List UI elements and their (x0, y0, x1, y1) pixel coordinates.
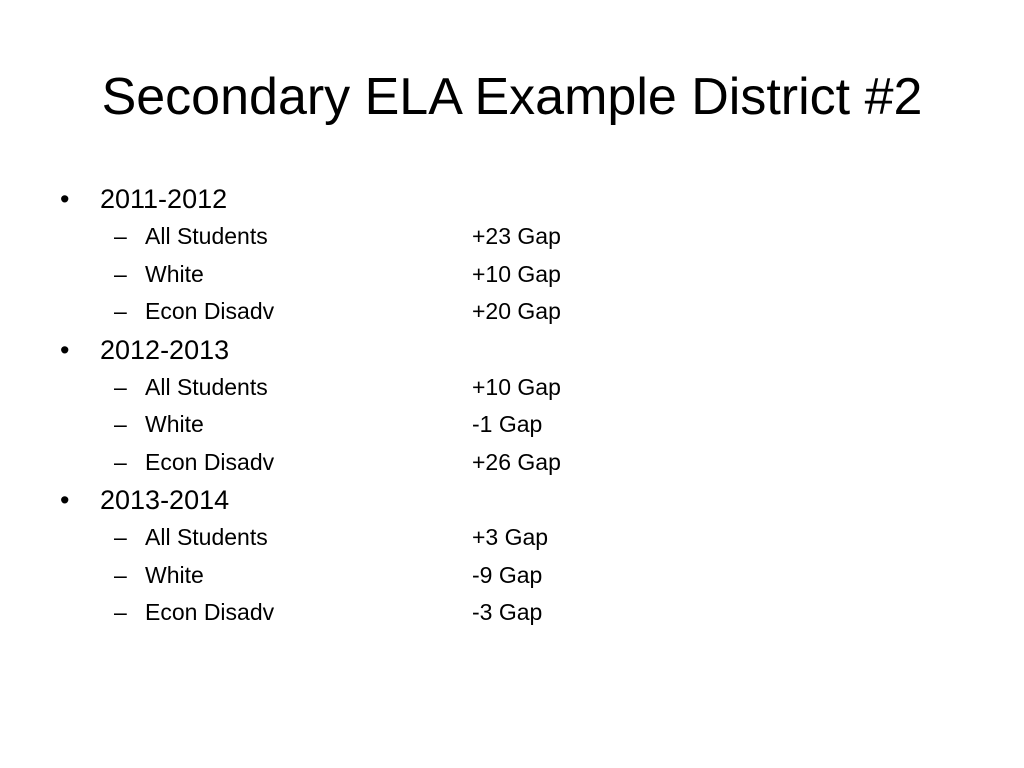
year-item (56, 180, 956, 218)
dash-icon: – (114, 260, 127, 287)
bullet-icon: • (60, 184, 70, 214)
year-label: 2013-2014 (100, 485, 230, 515)
group-label: Econ Disadv (145, 599, 275, 625)
sub-item (56, 406, 956, 444)
group-label: White (145, 561, 204, 588)
sub-item (56, 557, 956, 595)
slide-title: Secondary ELA Example District #2 (101, 68, 923, 126)
dash-icon: – (114, 524, 127, 550)
gap-value: -9 Gap (472, 561, 543, 588)
bullet-icon: • (60, 485, 70, 515)
gap-value: +20 Gap (472, 298, 561, 324)
group-label: White (145, 260, 204, 287)
bullet-list (56, 180, 956, 632)
gap-value: +3 Gap (472, 524, 549, 550)
group-label: Econ Disadv (145, 448, 275, 475)
group-label: All Students (145, 524, 268, 550)
sub-item (56, 594, 956, 632)
year-label: 2012-2013 (100, 334, 230, 365)
dash-icon: – (114, 561, 127, 588)
sub-item (56, 293, 956, 331)
sub-item (56, 444, 956, 482)
group-label: White (145, 411, 204, 437)
gap-value: -1 Gap (472, 411, 543, 437)
year-label: 2011-2012 (100, 184, 228, 214)
bullet-icon: • (60, 334, 70, 365)
sub-item (56, 218, 956, 256)
dash-icon: – (114, 411, 127, 437)
sub-item (56, 519, 956, 557)
sub-item (56, 256, 956, 294)
dash-icon: – (114, 448, 127, 475)
group-label: All Students (145, 223, 268, 249)
dash-icon: – (114, 373, 127, 400)
sub-item (56, 369, 956, 407)
dash-icon: – (114, 298, 127, 324)
year-item (56, 331, 956, 369)
dash-icon: – (114, 599, 127, 625)
gap-value: +10 Gap (472, 260, 561, 287)
gap-value: +23 Gap (472, 223, 561, 249)
gap-value: +10 Gap (472, 373, 561, 400)
gap-value: -3 Gap (472, 599, 543, 625)
dash-icon: – (114, 223, 127, 249)
group-label: All Students (145, 373, 268, 400)
year-item (56, 481, 956, 519)
gap-value: +26 Gap (472, 448, 561, 475)
group-label: Econ Disadv (145, 298, 275, 324)
